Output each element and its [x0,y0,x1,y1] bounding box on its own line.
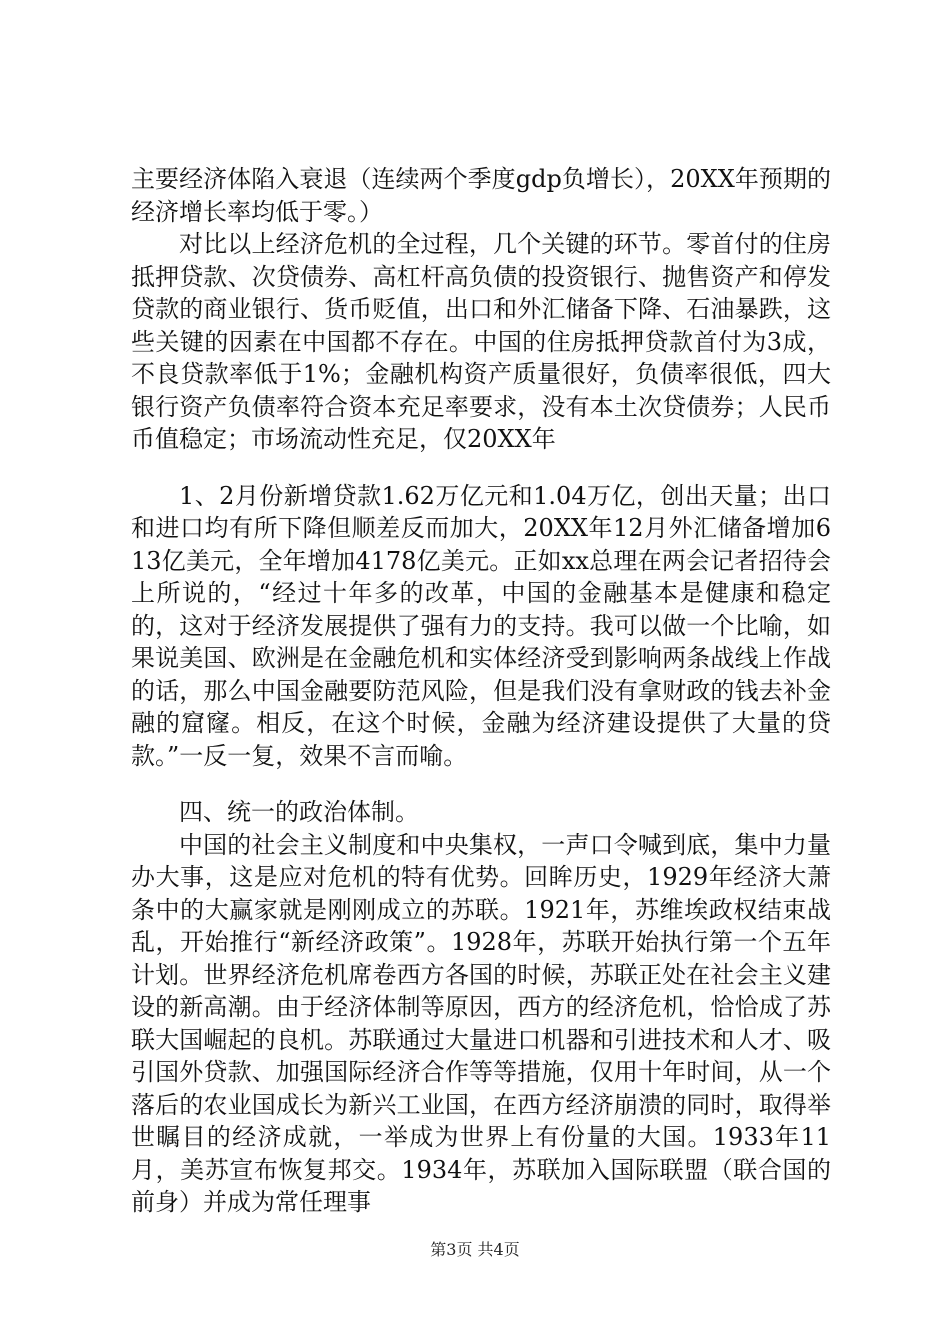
paragraph-5: 中国的社会主义制度和中央集权，一声口令喊到底，集中力量办大事，这是应对危机的特有优势。回眸历史，1929年经济大萧条中的大赢家就是刚刚成立的苏联。1921年，苏维埃政权结束战乱，开始推行“新经济政策”。1928年，苏联开始执行第一个五年计划。世界经济危机席卷西方各国的时候，苏联正处在社会主义建设的新高潮。由于经济体制等原因，西方的经济危机，恰恰成了苏联大国崛起的良机。苏联通过大量进口机器和引进技术和人才、吸引国外贷款、加强国际经济合作等等措施，仅用十年时间，从一个落后的农业国成长为新兴工业国，在西方经济崩溃的同时，取得举世瞩目的经济成就，一举成为世界上有份量的大国。1933年11月，美苏宣布恢复邦交。1934年，苏联加入国际联盟（联合国的前身）并成为常任理事 [131,830,831,1216]
paragraph-2: 对比以上经济危机的全过程，几个关键的环节。零首付的住房抵押贷款、次贷债券、高杠杆高负债的投资银行、抛售资产和停发贷款的商业银行、货币贬值，出口和外汇储备下降、石油暴跌，这些关键的因素在中国都不存在。中国的住房抵押贷款首付为3成，不良贷款率低于1%；金融机构资产质量很好，负债率很低，四大银行资产负债率符合资本充足率要求，没有本土次贷债券；人民币币值稳定；市场流动性充足，仅20XX年 [131,230,831,453]
paragraph-gap [131,456,831,480]
paragraph-gap [131,772,831,796]
paragraph-1: 主要经济体陷入衰退（连续两个季度gdp负增长），20XX年预期的经济增长率均低于零。） [131,165,831,226]
page-number-footer: 第3页 共4页 [430,1240,520,1259]
paragraph-3: 1、2月份新增贷款1.62万亿元和1.04万亿，创出天量；出口和进口均有所下降但顺差反而加大，20XX年12月外汇储备增加613亿美元，全年增加4178亿美元。正如xx总理在两会记者招待会上所说的，“经过十年多的改革，中国的金融基本是健康和稳定的，这对于经济发展提供了强有力的支持。我可以做一个比喻，如果说美国、欧洲是在金融危机和实体经济受到影响两条战线上作战的话，那么中国金融要防范风险，但是我们没有拿财政的钱去补金融的窟窿。相反，在这个时候，金融为经济建设提供了大量的贷款。”一反一复，效果不言而喻。 [131,481,831,770]
section-heading: 四、统一的政治体制。 [179,798,419,826]
document-body [131,163,831,1219]
